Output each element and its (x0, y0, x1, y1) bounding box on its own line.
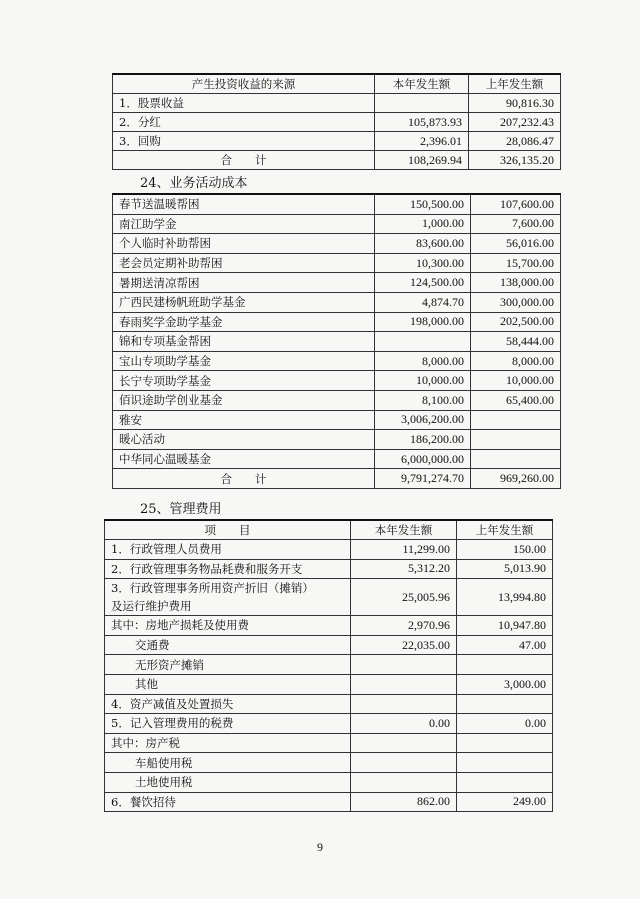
header-source: 产生投资收益的来源 (113, 74, 375, 94)
row-previous: 15,700.00 (471, 253, 561, 273)
table-row (105, 635, 553, 655)
row-previous: 56,016.00 (471, 234, 561, 254)
row-previous: 249.00 (457, 792, 553, 812)
table-row (113, 273, 561, 293)
row-previous: 202,500.00 (471, 312, 561, 332)
row-previous: 107,600.00 (471, 194, 561, 214)
table-row (105, 616, 553, 636)
table-row (113, 351, 561, 371)
row-current: 8,000.00 (375, 351, 471, 371)
row-current: 83,600.00 (375, 234, 471, 254)
row-label: 老会员定期补助帮困 (113, 253, 375, 273)
table-row (113, 449, 561, 469)
row-current: 108,269.94 (375, 151, 469, 170)
row-label (105, 579, 351, 616)
row-previous (457, 753, 553, 773)
table-row (113, 312, 561, 332)
row-label: 暖心活动 (113, 430, 375, 450)
table-row (105, 714, 553, 734)
row-previous: 138,000.00 (471, 273, 561, 293)
row-current (351, 733, 457, 753)
row-current (375, 94, 469, 113)
table-row (113, 132, 561, 151)
row-previous: 10,000.00 (471, 371, 561, 391)
row-current: 862.00 (351, 792, 457, 812)
row-label: 其他 (105, 674, 351, 694)
row-label: 合 计 (113, 469, 375, 489)
table-row (105, 540, 553, 560)
row-current: 25,005.96 (351, 579, 457, 616)
row-label: 交通费 (105, 635, 351, 655)
row-label: 南江助学金 (113, 214, 375, 234)
row-current: 2,970.96 (351, 616, 457, 636)
table-row (113, 214, 561, 234)
row-label-line: 3．行政管理事务所用资产折旧（摊销） (111, 581, 314, 596)
table-row (105, 792, 553, 812)
section-24-title: 24、业务活动成本 (140, 176, 248, 191)
row-label: 4．资产减值及处置损失 (105, 694, 351, 714)
header-previous: 上年发生额 (457, 520, 553, 540)
row-previous (457, 772, 553, 792)
table-row (113, 292, 561, 312)
row-previous (457, 655, 553, 675)
header-previous: 上年发生额 (469, 74, 561, 94)
row-previous: 326,135.20 (469, 151, 561, 170)
row-label: 其中：房地产损耗及使用费 (105, 616, 351, 636)
row-label: 车船使用税 (105, 753, 351, 773)
row-current: 11,299.00 (351, 540, 457, 560)
row-current: 22,035.00 (351, 635, 457, 655)
table-row (113, 113, 561, 132)
header-current: 本年发生额 (375, 74, 469, 94)
business-activity-cost-table (112, 193, 561, 489)
table-row (113, 430, 561, 450)
table-row (105, 674, 553, 694)
row-label: 宝山专项助学基金 (113, 351, 375, 371)
row-label: 无形资产摊销 (105, 655, 351, 675)
row-label: 暑期送清凉帮困 (113, 273, 375, 293)
section-25-title: 25、管理费用 (140, 502, 222, 517)
row-previous: 7,600.00 (471, 214, 561, 234)
row-current: 10,300.00 (375, 253, 471, 273)
row-label: 2．行政管理事务物品耗费和服务开支 (105, 559, 351, 579)
row-label: 3．回购 (113, 132, 375, 151)
row-current: 124,500.00 (375, 273, 471, 293)
management-expense-table (104, 519, 553, 812)
row-previous: 300,000.00 (471, 292, 561, 312)
table-row (113, 194, 561, 214)
row-previous: 8,000.00 (471, 351, 561, 371)
table-row (113, 332, 561, 352)
table-row (105, 753, 553, 773)
row-label: 雅安 (113, 410, 375, 430)
table-row (113, 390, 561, 410)
row-previous (471, 410, 561, 430)
table-header-row (105, 520, 553, 540)
table-row (105, 772, 553, 792)
row-current: 4,874.70 (375, 292, 471, 312)
table-total-row (113, 151, 561, 170)
row-current: 186,200.00 (375, 430, 471, 450)
row-current (351, 753, 457, 773)
row-current: 1,000.00 (375, 214, 471, 234)
investment-income-table (112, 73, 561, 170)
row-label: 1．股票收益 (113, 94, 375, 113)
table-row (113, 253, 561, 273)
row-label: 其中：房产税 (105, 733, 351, 753)
table-row (113, 234, 561, 254)
table-row (105, 559, 553, 579)
row-previous: 90,816.30 (469, 94, 561, 113)
row-previous: 28,086.47 (469, 132, 561, 151)
row-current: 105,873.93 (375, 113, 469, 132)
row-current: 3,006,200.00 (375, 410, 471, 430)
table-header-row (113, 74, 561, 94)
row-label: 土地使用税 (105, 772, 351, 792)
table-row (113, 410, 561, 430)
table-total-row (113, 469, 561, 489)
row-current: 10,000.00 (375, 371, 471, 391)
row-current: 6,000,000.00 (375, 449, 471, 469)
row-previous: 969,260.00 (471, 469, 561, 489)
row-label: 2．分红 (113, 113, 375, 132)
row-label: 佰识途助学创业基金 (113, 390, 375, 410)
row-current (351, 772, 457, 792)
row-label: 5．记入管理费用的税费 (105, 714, 351, 734)
row-previous (457, 694, 553, 714)
row-previous: 65,400.00 (471, 390, 561, 410)
row-label-line: 及运行维护费用 (111, 599, 192, 614)
row-label: 个人临时补助帮困 (113, 234, 375, 254)
row-current: 5,312.20 (351, 559, 457, 579)
row-current: 2,396.01 (375, 132, 469, 151)
row-current (351, 655, 457, 675)
page-number: 9 (317, 840, 323, 854)
row-current: 150,500.00 (375, 194, 471, 214)
table-row (113, 371, 561, 391)
row-label: 6．餐饮招待 (105, 792, 351, 812)
header-item: 项 目 (105, 520, 351, 540)
row-current: 8,100.00 (375, 390, 471, 410)
row-label: 1．行政管理人员费用 (105, 540, 351, 560)
header-current: 本年发生额 (351, 520, 457, 540)
row-previous: 5,013.90 (457, 559, 553, 579)
table-row (105, 579, 553, 616)
row-previous: 150.00 (457, 540, 553, 560)
row-label: 合 计 (113, 151, 375, 170)
row-label: 长宁专项助学基金 (113, 371, 375, 391)
row-current (351, 694, 457, 714)
row-previous: 47.00 (457, 635, 553, 655)
row-previous (471, 430, 561, 450)
row-current: 9,791,274.70 (375, 469, 471, 489)
row-previous (457, 733, 553, 753)
row-current: 0.00 (351, 714, 457, 734)
row-previous: 10,947.80 (457, 616, 553, 636)
row-label: 锦和专项基金帮困 (113, 332, 375, 352)
row-previous: 207,232.43 (469, 113, 561, 132)
table-row (113, 94, 561, 113)
table-row (105, 733, 553, 753)
table-row (105, 694, 553, 714)
row-label: 春节送温暖帮困 (113, 194, 375, 214)
row-previous: 0.00 (457, 714, 553, 734)
table-row (105, 655, 553, 675)
row-current: 198,000.00 (375, 312, 471, 332)
row-label: 中华同心温暖基金 (113, 449, 375, 469)
row-current (351, 674, 457, 694)
row-previous (471, 449, 561, 469)
row-previous: 3,000.00 (457, 674, 553, 694)
row-label: 春雨奖学金助学基金 (113, 312, 375, 332)
row-label: 广西民建杨帆班助学基金 (113, 292, 375, 312)
row-current (375, 332, 471, 352)
row-previous: 13,994.80 (457, 579, 553, 616)
row-previous: 58,444.00 (471, 332, 561, 352)
